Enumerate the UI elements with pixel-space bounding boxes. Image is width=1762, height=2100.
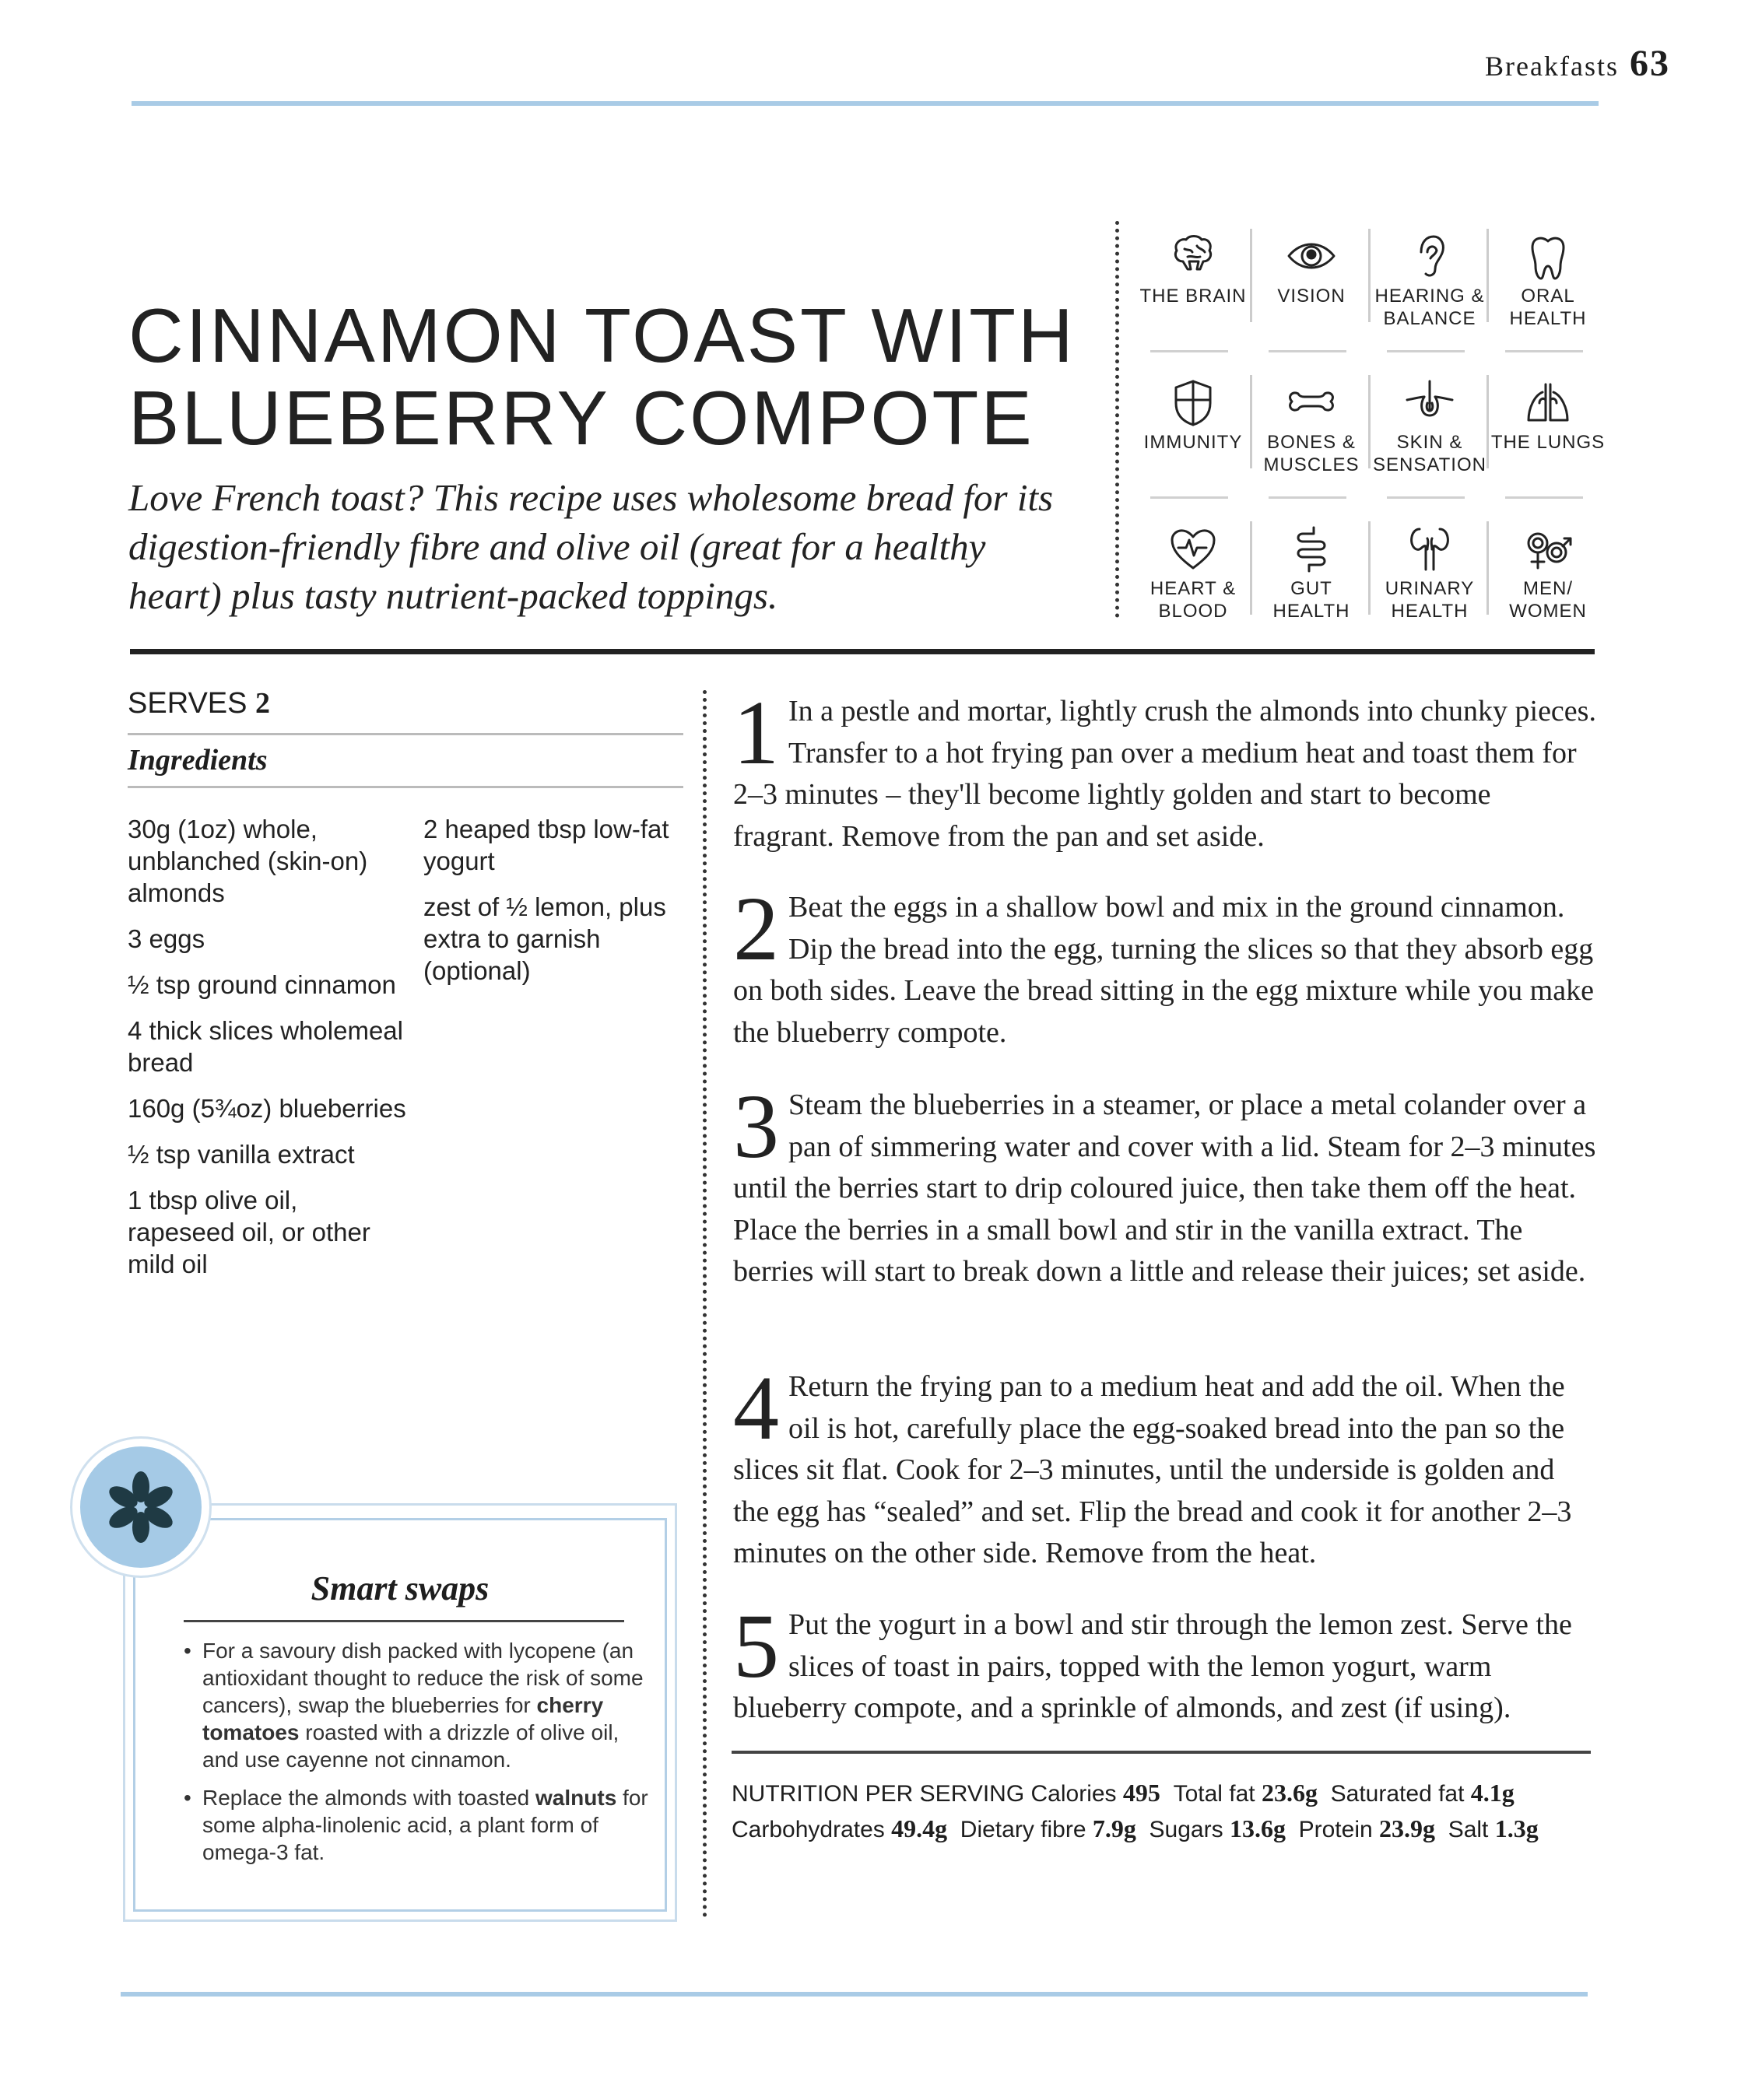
column-divider xyxy=(703,690,707,1918)
nutrition-value: 13.6g xyxy=(1229,1814,1286,1842)
ingredients-column-1 xyxy=(128,813,408,1294)
ear-icon xyxy=(1404,230,1455,282)
health-category-vision xyxy=(1253,224,1370,356)
ingredient-item: zest of ½ lemon, plus extra to garnish (optional) xyxy=(423,892,666,985)
header-divider xyxy=(130,649,1595,654)
health-category-heart-blood xyxy=(1135,517,1251,649)
health-category-urinary-health xyxy=(1371,517,1488,649)
health-category-label: GUT HEALTH xyxy=(1272,578,1350,622)
nutrition-value: 23.6g xyxy=(1261,1779,1318,1807)
ingredient-item: 1 tbsp olive oil, rapeseed oil, or other mild oil xyxy=(128,1186,370,1278)
page-number: 63 xyxy=(1630,43,1670,84)
ingredients-heading: Ingredients xyxy=(128,744,268,777)
bold-text: cherry tomatoes xyxy=(202,1693,604,1744)
health-category-label: IMMUNITY xyxy=(1143,432,1243,453)
nutrition-heading: NUTRITION PER SERVING xyxy=(732,1781,1025,1807)
step-text: Beat the eggs in a shallow bowl and mix in the ground cinnamon. Dip the bread into the egg, turning the slices so that they absorb egg on both sides. Leave the bread sitting in the egg mixture while you make the blueberry compote. xyxy=(733,891,1594,1049)
health-category-oral-health xyxy=(1490,224,1606,356)
ingredient-item: 30g (1oz) whole, unblanched (skin-on) almonds xyxy=(128,815,368,907)
grid-divider xyxy=(1505,496,1583,499)
health-category-label: URINARY HEALTH xyxy=(1385,578,1475,622)
grid-divider xyxy=(1269,350,1346,352)
ingredient-item: 160g (5¾oz) blueberries xyxy=(128,1094,406,1123)
title-line-2: BLUEBERRY COMPOTE xyxy=(128,375,1034,461)
bottom-rule xyxy=(121,1992,1588,1997)
text: Replace the almonds with toasted xyxy=(202,1786,536,1810)
step-number: 2 xyxy=(733,878,779,980)
step-number: 5 xyxy=(733,1595,779,1697)
grid-divider xyxy=(1486,521,1489,615)
top-rule xyxy=(132,101,1599,106)
health-category-immunity xyxy=(1135,370,1251,503)
health-category-skin-sensation xyxy=(1371,370,1488,503)
heart-pulse-icon xyxy=(1167,523,1219,574)
health-category-label: SKIN & SENSATION xyxy=(1373,432,1486,475)
nutrition-label: Calories xyxy=(1030,1781,1117,1807)
recipe-intro: Love French toast? This recipe uses wholesome bread for its digestion-friendly fibre and olive oil (great for a healthy heart) plus tasty nutrient-packed toppings. xyxy=(128,476,1054,617)
list-item xyxy=(184,1784,651,1866)
nutrition-value: 23.9g xyxy=(1379,1814,1436,1842)
divider xyxy=(128,786,683,788)
step-text: Return the frying pan to a medium heat and add the oil. When the oil is hot, carefully place the egg-soaked bread into the pan so the slices sit flat. Cook for 2–3 minutes, until the underside is golden and the egg has “sealed” and set. Flip the bread and cook it for another 2–3 minutes on the other side. Remove from the heat. xyxy=(733,1370,1572,1569)
step-text: In a pestle and mortar, lightly crush the almonds into chunky pieces. Transfer to a hot frying pan over a medium heat and toast them for 2–3 minutes – they'll become lightly golden and start to become fragrant. Remove from the pan and set aside. xyxy=(733,695,1596,853)
lungs-icon xyxy=(1522,377,1574,428)
step-number: 3 xyxy=(733,1075,779,1177)
nutrition-label: Sugars xyxy=(1149,1817,1223,1842)
health-category-the-brain xyxy=(1135,224,1251,356)
ingredient-item: ½ tsp vanilla extract xyxy=(128,1140,355,1169)
grid-divider xyxy=(1150,350,1228,352)
smart-swaps-inner xyxy=(133,1518,667,1912)
grid-divider xyxy=(1387,350,1465,352)
tooth-icon xyxy=(1522,230,1574,282)
title-line-1: CINNAMON TOAST WITH xyxy=(128,293,1076,378)
recipe-title xyxy=(128,294,1076,459)
text: for some alpha-linolenic acid, a plant form of omega-3 fat. xyxy=(202,1786,648,1864)
nutrition-rule xyxy=(732,1751,1591,1754)
health-category-label: MEN/ WOMEN xyxy=(1509,578,1587,622)
running-header xyxy=(1485,42,1670,85)
health-category-label: ORAL HEALTH xyxy=(1509,286,1587,329)
step-number: 4 xyxy=(733,1357,779,1459)
health-category-gut-health xyxy=(1253,517,1370,649)
health-category-label: HEART & BLOOD xyxy=(1150,578,1237,622)
grid-divider xyxy=(1387,496,1465,499)
smart-swaps-list xyxy=(184,1637,651,1877)
grid-divider xyxy=(1505,350,1583,352)
serves-label: SERVES xyxy=(128,687,247,720)
health-category-bones-muscles xyxy=(1253,370,1370,503)
nutrition-label: Carbohydrates xyxy=(732,1817,885,1842)
method-step xyxy=(733,878,1597,1054)
health-category-label: THE LUNGS xyxy=(1490,432,1606,453)
nutrition-label: Protein xyxy=(1298,1817,1373,1842)
health-category-hearing-balance xyxy=(1371,224,1488,356)
ingredients-column-2 xyxy=(423,813,688,1001)
grid-divider xyxy=(1269,496,1346,499)
gender-icon xyxy=(1522,523,1574,574)
health-category-men-women xyxy=(1490,517,1606,649)
grid-divider xyxy=(1250,521,1252,615)
health-category-label: BONES & MUSCLES xyxy=(1263,432,1360,475)
brain-icon xyxy=(1167,230,1219,282)
ingredient-item: 4 thick slices wholemeal bread xyxy=(128,1016,403,1077)
text: For a savoury dish packed with lycopene (an antioxidant thought to reduce the risk of some cancers), swap the blueberries for xyxy=(202,1639,644,1717)
nutrition-value: 495 xyxy=(1122,1779,1160,1807)
serves-count: 2 xyxy=(255,687,271,720)
grid-divider xyxy=(1486,375,1489,468)
health-icon-grid xyxy=(1115,221,1606,622)
nutrition-label: Dietary fibre xyxy=(960,1817,1086,1842)
intestine-icon xyxy=(1286,523,1337,574)
grid-divider xyxy=(1250,375,1252,468)
health-category-label: HEARING & BALANCE xyxy=(1374,286,1485,329)
health-category-the-lungs xyxy=(1490,370,1606,503)
bold-text: walnuts xyxy=(535,1786,617,1810)
smart-swaps-box xyxy=(123,1503,677,1922)
method-step xyxy=(733,1357,1597,1575)
nutrition-label: Salt xyxy=(1448,1817,1489,1842)
text: roasted with a drizzle of olive oil, and use cayenne not cinnamon. xyxy=(202,1720,620,1772)
nutrition-info xyxy=(732,1776,1603,1847)
grid-divider xyxy=(1368,521,1371,615)
step-text: Steam the blueberries in a steamer, or place a metal colander over a pan of simmering water and cover with a lid. Steam for 2–3 minutes until the berries start to drip coloured juice, then take them off the heat. Place the berries in a small bowl and stir in the vanilla extract. The berries will start to break down a little and release their juices; set aside. xyxy=(733,1089,1596,1288)
grid-divider xyxy=(1150,496,1228,499)
nutrition-label: Total fat xyxy=(1173,1781,1255,1807)
ingredient-item: 2 heaped tbsp low-fat yogurt xyxy=(423,815,669,875)
grid-divider xyxy=(1250,229,1252,322)
bone-icon xyxy=(1286,377,1337,428)
shield-icon xyxy=(1167,377,1219,428)
grid-divider xyxy=(1486,229,1489,322)
health-category-label: THE BRAIN xyxy=(1139,286,1247,307)
nutrition-value: 49.4g xyxy=(891,1814,948,1842)
nutrition-value: 4.1g xyxy=(1470,1779,1515,1807)
asterisk-icon xyxy=(102,1468,180,1546)
hair-follicle-icon xyxy=(1404,377,1455,428)
kidneys-icon xyxy=(1404,523,1455,574)
section-name: Breakfasts xyxy=(1485,51,1619,82)
method-step xyxy=(733,1595,1597,1730)
eye-icon xyxy=(1286,230,1337,282)
grid-divider xyxy=(1368,375,1371,468)
nutrition-label: Saturated fat xyxy=(1330,1781,1465,1807)
step-text: Put the yogurt in a bowl and stir through the lemon zest. Serve the slices of toast in pairs, topped with the lemon yogurt, warm blueberry compote, and a sprinkle of almonds, and zest (if using). xyxy=(733,1608,1572,1724)
divider xyxy=(128,733,683,735)
nutrition-value: 1.3g xyxy=(1494,1814,1539,1842)
method-step xyxy=(733,682,1597,857)
nutrition-value: 7.9g xyxy=(1092,1814,1136,1842)
smart-swaps-title: Smart swaps xyxy=(311,1569,490,1607)
health-category-label: VISION xyxy=(1277,286,1346,307)
asterisk-badge xyxy=(80,1446,202,1568)
grid-divider xyxy=(1368,229,1371,322)
method-step xyxy=(733,1075,1597,1293)
ingredient-item: ½ tsp ground cinnamon xyxy=(128,970,396,999)
smart-swaps-rule xyxy=(184,1620,624,1622)
list-item xyxy=(184,1637,651,1773)
serves xyxy=(128,686,270,720)
step-number: 1 xyxy=(733,682,779,784)
ingredient-item: 3 eggs xyxy=(128,924,205,953)
